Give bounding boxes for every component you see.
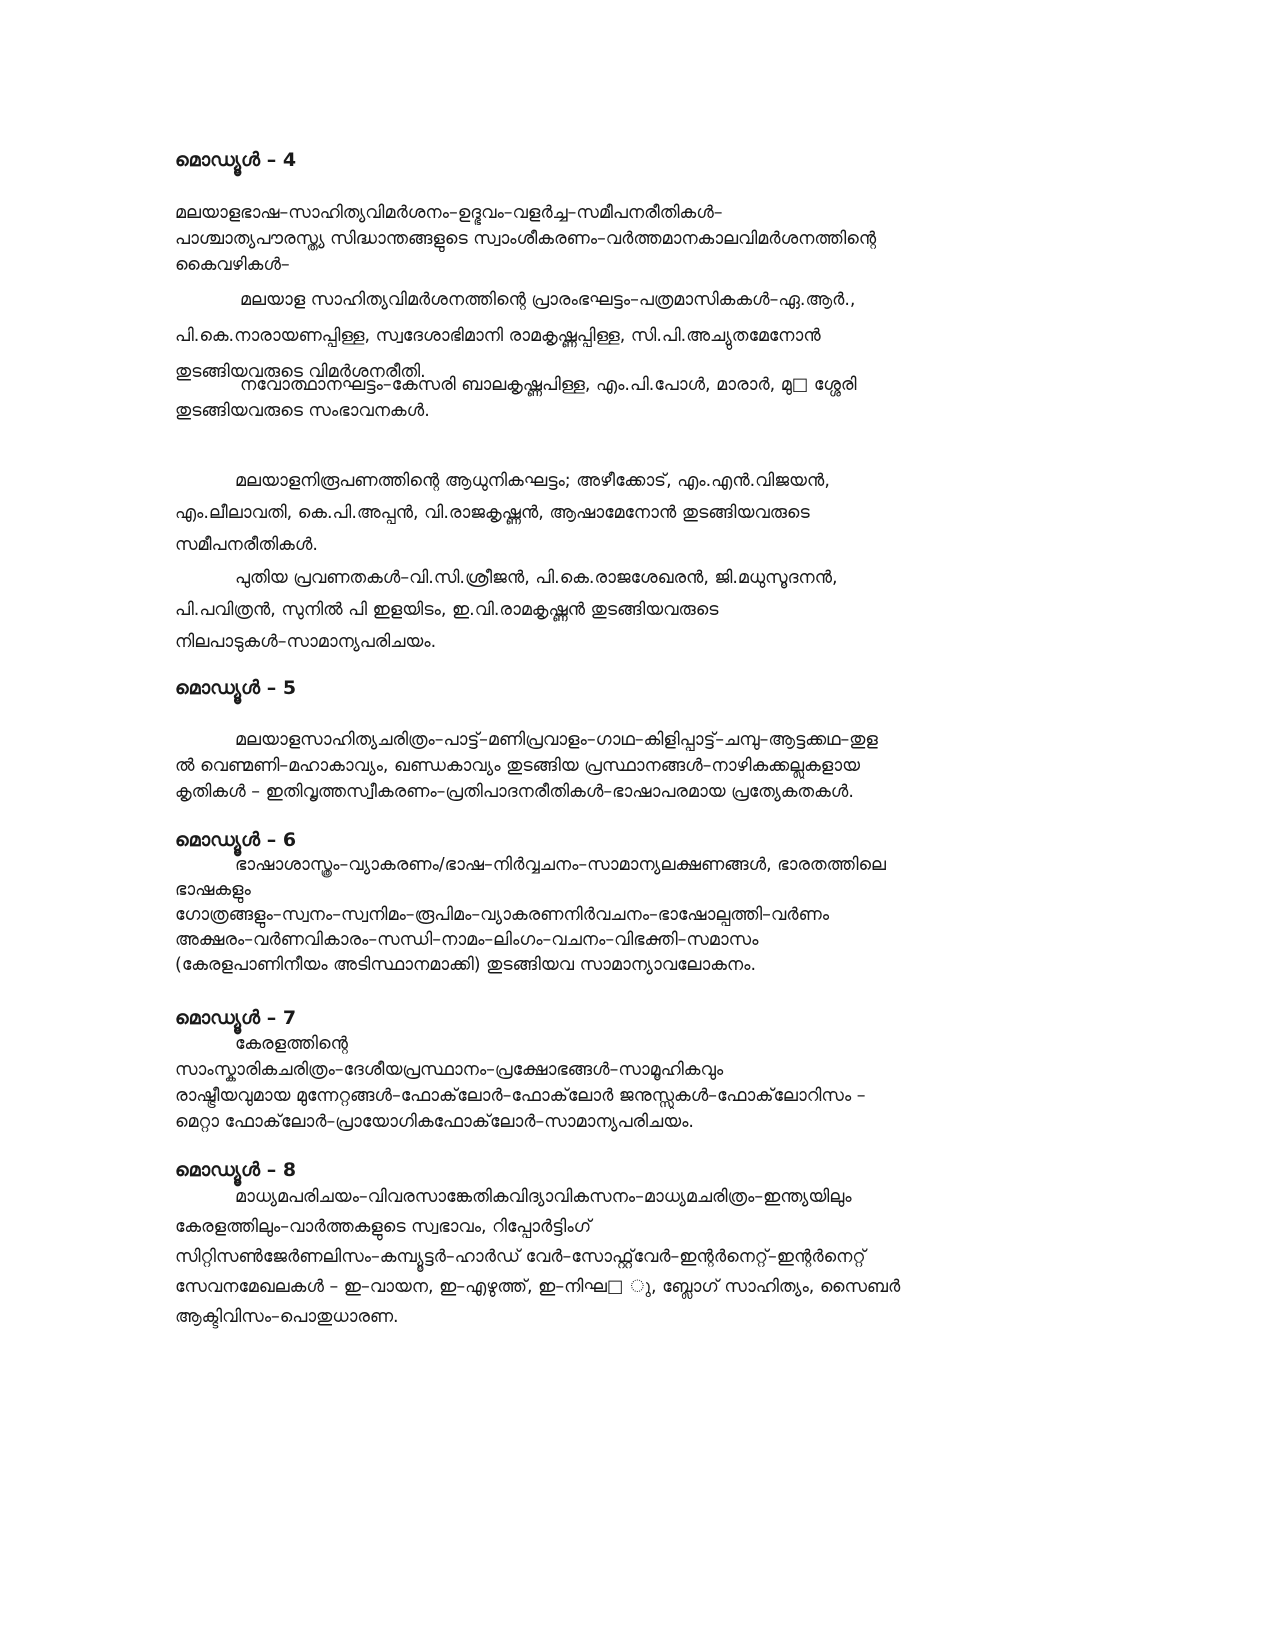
text-line: ആക്ടിവിസം–പൊതുധാരണ. <box>175 1307 399 1327</box>
text-line: മലയാളഭാഷ–സാഹിത്യവിമർശനം–ഉദ്ഭവം–വളർച്ച–സമീപനരീതികൾ– <box>175 203 723 223</box>
text-line: ഭാഷാശാസ്ത്രം–വ്യാകരണം/ഭാഷ–നിർവ്വചനം–സാമാന്യലക്ഷണങ്ങൾ, ഭാരതത്തിലെ <box>235 855 886 875</box>
text-line: മലയാളനിരൂപണത്തിന്റെ ആധുനികഘട്ടം; അഴീക്കോട്, എം.എൻ.വിജയൻ, <box>235 471 830 491</box>
text-line: നിലപാടുകൾ–സാമാന്യപരിചയം. <box>175 632 437 652</box>
text-line: മലയാള സാഹിത്യവിമർശനത്തിന്റെ പ്രാരംഭഘട്ടം–പത്രമാസികകൾ–ഏ.ആർ., <box>240 290 856 310</box>
text-line: കൈവഴികൾ– <box>175 255 290 275</box>
text-line: സമീപനരീതികൾ. <box>175 535 318 555</box>
module-8-paragraph-1 <box>175 1182 1085 1332</box>
text-line: പി.പവിത്രൻ, സുനിൽ പി ഇളയിടം, ഇ.വി.രാമകൃഷ്ണൻ തുടങ്ങിയവരുടെ <box>175 600 719 620</box>
text-line: അക്ഷരം–വർണവികാരം–സന്ധി–നാമം–ലിംഗം–വചനം–വിഭക്തി–സമാസം <box>175 930 759 950</box>
module-4-paragraph-1 <box>175 200 1085 278</box>
text-line: കേരളത്തിലും–വാർത്തകളുടെ സ്വഭാവം, റിപ്പോർട്ടിംഗ് <box>175 1217 592 1237</box>
module-4-paragraph-4 <box>175 465 1085 561</box>
text-line: ഗോത്രങ്ങളും–സ്വനം–സ്വനിമം–രൂപിമം–വ്യാകരണനിർവചനം–ഭാഷോല്പത്തി–വർണം <box>175 905 830 925</box>
text-line: കൃതികൾ – ഇതിവൃത്തസ്വീകരണം–പ്രതിപാദനരീതികൾ–ഭാഷാപരമായ പ്രത്യേകതകൾ. <box>175 782 854 802</box>
text-line: കേരളത്തിന്റെ <box>235 1034 348 1054</box>
text-line: സേവനമേഖലകൾ – ഇ–വായന, ഇ–എഴുത്ത്, ഇ–നിഘ□ ു, ബ്ലോഗ് സാഹിത്യം, സൈബർ <box>175 1277 901 1297</box>
module-7-paragraph-1 <box>175 1031 1085 1135</box>
text-line: സിറ്റിസൺജേർണലിസം–കമ്പ്യൂട്ടർ–ഹാർഡ് വേർ–സോഫ്റ്റ്‌വേർ–ഇന്റർനെറ്റ്–ഇന്റർനെറ്റ് <box>175 1247 866 1267</box>
text-line: പുതിയ പ്രവണതകൾ–വി.സി.ശ്രീജൻ, പി.കെ.രാജശേഖരൻ, ജി.മധുസൂദനൻ, <box>235 568 838 588</box>
module-6-heading: മൊഡ്യൂൾ – 6 <box>175 829 297 851</box>
module-5-heading: മൊഡ്യൂൾ – 5 <box>175 677 297 699</box>
text-line: പാശ്ചാത്യപൗരസ്ത്യ സിദ്ധാന്തങ്ങളുടെ സ്വാംശീകരണം–വർത്തമാനകാലവിമർശനത്തിന്റെ <box>175 229 877 249</box>
module-6-paragraph-1 <box>175 853 1085 978</box>
text-line: രാഷ്ട്രീയവുമായ മുന്നേറ്റങ്ങൾ–ഫോക്‌ലോർ–ഫോക്‌ലോർ ജനുസ്സുകൾ–ഫോക്‌ലോറിസം – <box>175 1086 866 1106</box>
module-7-heading: മൊഡ്യൂൾ – 7 <box>175 1007 297 1029</box>
module-8-heading: മൊഡ്യൂൾ – 8 <box>175 1159 297 1181</box>
module-5-paragraph-1 <box>175 727 1085 805</box>
text-line: നവോത്ഥാനഘട്ടം–കേസരി ബാലകൃഷ്ണപിള്ള, എം.പി.പോൾ, മാരാർ, മു□ ശ്ശേരി <box>240 375 857 395</box>
text-line: തുടങ്ങിയവരുടെ സംഭാവനകൾ. <box>175 401 430 421</box>
text-line: ഭാഷകളും <box>175 880 251 900</box>
text-line: എം.ലീലാവതി, കെ.പി.അപ്പൻ, വി.രാജകൃഷ്ണൻ, ആഷാമേനോൻ തുടങ്ങിയവരുടെ <box>175 503 810 523</box>
module-4-paragraph-3 <box>175 372 1085 424</box>
text-line: പി.കെ.നാരായണപ്പിള്ള, സ്വദേശാഭിമാനി രാമകൃഷ്ണപ്പിള്ള, സി.പി.അച്യുതമേനോൻ <box>175 326 821 346</box>
text-line: (കേരളപാണിനീയം അടിസ്ഥാനമാക്കി) തുടങ്ങിയവ സാമാന്യാവലോകനം. <box>175 955 757 975</box>
text-line: മലയാളസാഹിത്യചരിത്രം–പാട്ട്–മണിപ്രവാളം–ഗാഥ–കിളിപ്പാട്ട്–ചമ്പു–ആട്ടക്കഥ–തുള <box>235 730 878 750</box>
text-line: സാംസ്കാരികചരിത്രം–ദേശീയപ്രസ്ഥാനം–പ്രക്ഷോഭങ്ങൾ–സാമൂഹികവും <box>175 1060 724 1080</box>
text-line: മാധ്യമപരിചയം–വിവരസാങ്കേതികവിദ്യാവികസനം–മാധ്യമചരിത്രം–ഇന്ത്യയിലും <box>235 1187 852 1207</box>
text-line: മെറ്റാ ഫോക്‌ലോർ–പ്രായോഗികഫോക്‌ലോർ–സാമാന്യപരിചയം. <box>175 1112 694 1132</box>
module-4-paragraph-5 <box>175 562 1085 658</box>
text-line: തുടങ്ങിയവരുടെ വിമർശനരീതി. <box>175 362 426 382</box>
module-4-heading: മൊഡ്യൂൾ – 4 <box>175 149 297 171</box>
text-line: ൽ വെണ്മണി–മഹാകാവ്യം, ഖണ്ഡകാവ്യം തുടങ്ങിയ പ്രസ്ഥാനങ്ങൾ–നാഴികക്കല്ലുകളായ <box>175 756 861 776</box>
